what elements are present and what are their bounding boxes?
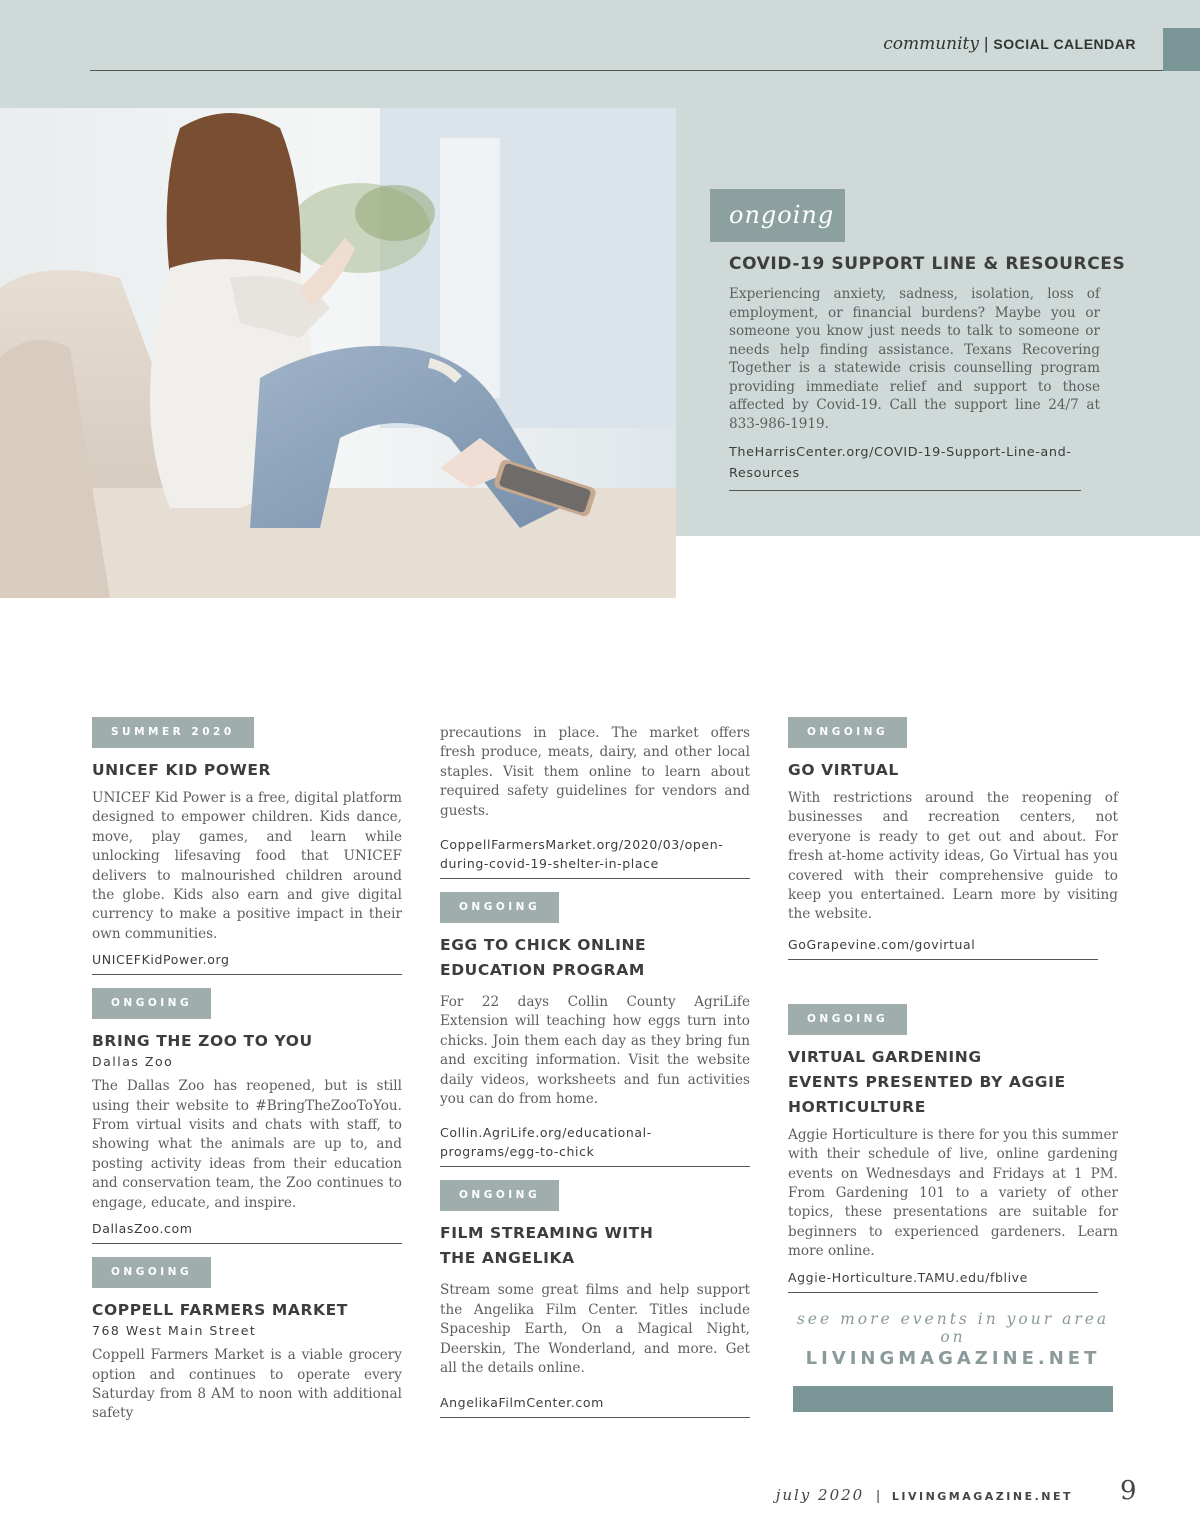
event-title	[788, 1045, 1118, 1120]
event-subtitle: 768 West Main Street	[92, 1323, 257, 1339]
event-link[interactable]: Collin.AgriLife.org/educational-programs/egg-to-chick	[440, 1123, 750, 1167]
event-title-line: EDUCATION PROGRAM	[440, 961, 645, 980]
event-egg-to-chick	[440, 892, 750, 1167]
event-go-virtual	[788, 717, 1118, 960]
event-link[interactable]: CoppellFarmersMarket.org/2020/03/open-during-covid-19-shelter-in-place	[440, 835, 750, 879]
event-badge: ONGOING	[788, 1004, 907, 1035]
see-more-line: see more events in your area on	[796, 1310, 1110, 1346]
event-body: Coppell Farmers Market is a viable grocery option and continues to operate every Saturday from 8 AM to noon with additional safety	[92, 1347, 402, 1422]
event-body-continued: precautions in place. The market offers fresh produce, meats, dairy, and other local staples. Visit them online to learn about required safety guidelines for vendors and guests.	[440, 725, 750, 819]
event-virtual-gardening	[788, 1004, 1118, 1293]
footer-divider: |	[876, 1487, 880, 1503]
page-footer	[776, 1486, 1073, 1504]
event-farmers-market	[92, 1257, 402, 1424]
section-italic: community	[883, 34, 979, 54]
feature-body: Experiencing anxiety, sadness, isolation, loss of employment, or financial burdens? Maybe you or someone you know just needs to talk to someone or needs help finding assistance. Texans Recovering Together is a statewide crisis counselling program providing immediate relief and support to those affected by Covid-19. Call the support line 24/7 at 833-986-1919.	[729, 286, 1100, 432]
event-title-line: HORTICULTURE	[788, 1097, 926, 1116]
event-link[interactable]: Aggie-Horticulture.TAMU.edu/fblive	[788, 1268, 1098, 1293]
event-body: UNICEF Kid Power is a free, digital platform designed to empower children. Kids dance, move, play games, and learn while unlocking lifesaving food that UNICEF delivers to malnourished children around the globe. Kids also earn and give digital currency to make a positive impact in their own communities.	[92, 790, 402, 942]
page-number: 9	[1120, 1476, 1137, 1506]
event-body: Aggie Horticulture is there for you this summer with their schedule of live, online gardening events on Wednesdays and Fridays at 1 PM. From Gardening 101 to a variety of other topics, these presentations are suitable for beginners to experienced gardeners. Learn more online.	[788, 1126, 1118, 1260]
column-middle	[440, 724, 750, 1418]
event-body: With restrictions around the reopening of businesses and recreation centers, not everyone is ready to get out and about. For fresh at-home activity ideas, Go Virtual has you covered with their comprehensive guide to keep you entertained. Learn more by visiting the website.	[788, 790, 1118, 923]
event-badge: ONGOING	[440, 892, 559, 923]
event-zoo	[92, 988, 402, 1244]
event-link[interactable]: AngelikaFilmCenter.com	[440, 1393, 750, 1418]
event-badge: ONGOING	[92, 988, 211, 1019]
header-band	[0, 0, 1200, 108]
event-title-line: VIRTUAL GARDENING	[788, 1047, 982, 1066]
event-link[interactable]: DallasZoo.com	[92, 1219, 402, 1244]
footer-site: LIVINGMAGAZINE.NET	[891, 1490, 1073, 1503]
section-header	[883, 34, 1136, 54]
feature-photo	[0, 108, 676, 598]
see-more-promo	[788, 1310, 1118, 1369]
event-subtitle: Dallas Zoo	[92, 1054, 174, 1070]
event-film-streaming	[440, 1180, 750, 1417]
event-badge: SUMMER 2020	[92, 717, 254, 748]
event-link[interactable]: UNICEFKidPower.org	[92, 950, 402, 975]
event-title-line: THE ANGELIKA	[440, 1249, 575, 1268]
event-badge: ONGOING	[788, 717, 907, 748]
see-more-site-link[interactable]: LIVINGMAGAZINE.NET	[805, 1348, 1101, 1369]
event-title: UNICEF KID POWER	[92, 761, 272, 779]
event-unicef	[92, 717, 402, 975]
event-title-line: FILM STREAMING WITH	[440, 1224, 654, 1243]
event-body: The Dallas Zoo has reopened, but is still using their website to #BringTheZooToYou. From virtual visits and chats with staff, to showing what the animals are up to, and posting activity ideas from their education and conservation team, the Zoo continues to engage, educate, and inspire.	[92, 1078, 402, 1211]
event-badge: ONGOING	[92, 1257, 211, 1288]
event-farmers-market-continued	[440, 724, 750, 879]
event-body: Stream some great films and help support the Angelika Film Center. Titles include Spaceship Earth, On a Magical Night, Deerskin, The Wonderland, and more. Get all the details online.	[440, 1282, 750, 1377]
corner-tab	[1163, 28, 1200, 71]
event-link[interactable]: GoGrapevine.com/govirtual	[788, 935, 1098, 960]
event-title: COPPELL FARMERS MARKET	[92, 1301, 348, 1320]
event-title: BRING THE ZOO TO YOU	[92, 1032, 313, 1051]
header-rule	[90, 70, 1163, 71]
feature-link[interactable]: TheHarrisCenter.org/COVID-19-Support-Line-and-Resources	[729, 442, 1081, 491]
event-title-line: EGG TO CHICK ONLINE	[440, 936, 647, 955]
event-title: GO VIRTUAL	[788, 761, 899, 779]
event-body: For 22 days Collin County AgriLife Extension will teaching how eggs turn into chicks. Join them each day as they bring fun and exciting information. Visit the website daily videos, worksheets and fun activities you can do from home.	[440, 994, 750, 1108]
event-title	[440, 933, 750, 983]
feature-title: COVID-19 SUPPORT LINE & RESOURCES	[729, 254, 1126, 274]
accent-bar	[793, 1386, 1113, 1412]
section-label: SOCIAL CALENDAR	[993, 36, 1136, 52]
footer-issue: july 2020	[775, 1486, 865, 1504]
column-left	[92, 717, 402, 1424]
event-badge: ONGOING	[440, 1180, 559, 1211]
feature-ongoing-tag: ongoing	[710, 189, 845, 242]
header-divider: |	[984, 34, 989, 53]
column-right	[788, 717, 1118, 1293]
event-title-line: EVENTS PRESENTED BY AGGIE	[788, 1072, 1066, 1091]
event-title	[440, 1221, 750, 1271]
